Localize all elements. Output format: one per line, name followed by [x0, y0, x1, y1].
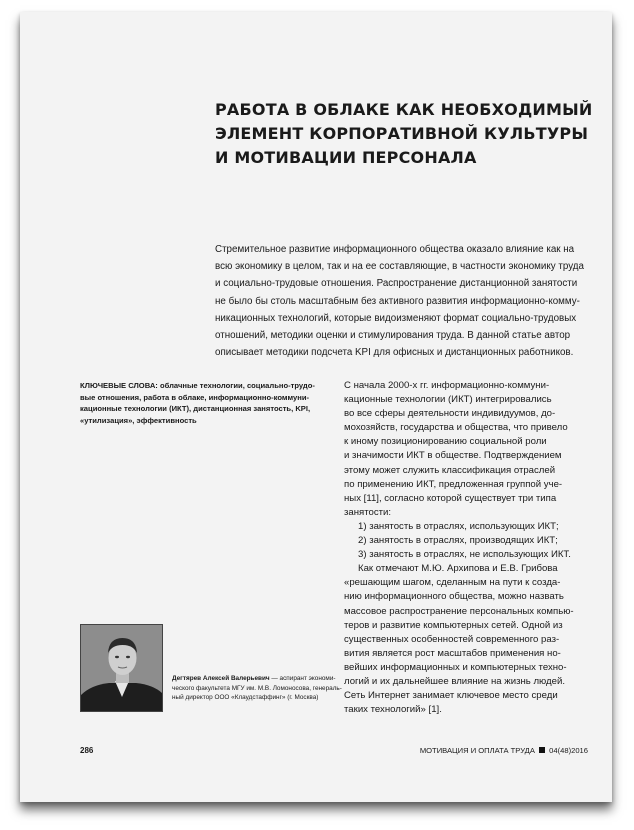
author-portrait-image: [81, 625, 163, 712]
body-line: и значимости ИКТ в обществе. Подтверждением: [344, 450, 562, 462]
article-body: [344, 379, 594, 717]
title-line: ЭЛЕМЕНТ КОРПОРАТИВНОЙ КУЛЬТУРЫ: [215, 124, 589, 143]
body-line: к иному позиционированию социальной роли: [344, 436, 547, 448]
body-line: во все сферы деятельности индивидуумов, до-: [344, 408, 556, 420]
title-line: И МОТИВАЦИИ ПЕРСОНАЛА: [215, 148, 477, 167]
author-photo: [80, 624, 163, 712]
body-line: этому может служить классификация отраслей: [344, 464, 556, 476]
author-info: [172, 674, 342, 703]
keywords-line: «утилизация», эффективность: [80, 415, 197, 425]
body-line: «решающим шагом, сделанным на пути к созда-: [344, 577, 561, 589]
lead-line: никационных технологий, которые видоизменяют формат социально-трудовых: [215, 312, 577, 324]
journal-footer: [420, 746, 588, 755]
lead-line: всю экономику в целом, так и на ее составляющие, в частности экономику труда: [215, 261, 584, 273]
article-lead: [215, 241, 587, 361]
lead-line: не было бы столь масштабным без активного развития информационно-комму-: [215, 295, 580, 307]
body-line: занятости:: [344, 506, 392, 518]
lead-line: отношений, методики оценки и стимулирования труда. В данной статье автор: [215, 330, 571, 342]
body-line: вития является рост масштабов применения но-: [344, 647, 561, 659]
square-separator-icon: [539, 747, 545, 753]
body-line: теров и развитие компьютерных сетей. Одной из: [344, 619, 563, 631]
lead-line: Стремительное развитие информационного общества оказало влияние как на: [215, 244, 575, 255]
journal-name: МОТИВАЦИЯ И ОПЛАТА ТРУДА: [419, 746, 535, 755]
keywords-line: вые отношения, работа в облаке, информационно-коммуни-: [80, 392, 310, 402]
body-line: Сеть Интернет занимает ключевое место среди: [344, 690, 558, 702]
keywords-line: [80, 380, 330, 392]
magazine-page: [20, 12, 612, 802]
lead-line: и социально-трудовые отношения. Распространение дистанционной занятости: [215, 278, 578, 290]
body-line: существенных особенностей современного раз-: [344, 633, 560, 645]
body-line: 3) занятость в отраслях, не использующих ИКТ.: [358, 549, 571, 561]
body-line: нию информационного общества, можно назвать: [344, 591, 564, 603]
body-line: ных [11], согласно которой существует три типа: [344, 492, 557, 504]
keywords-text: облачные технологии, социально-трудо-: [157, 381, 315, 390]
body-line: вейших информационных и компьютерных техно-: [344, 661, 567, 673]
body-line: логий и их дальнейшее влияние на жизнь людей.: [344, 675, 565, 687]
article-title: [215, 98, 593, 170]
body-line: таких технологий» [1].: [344, 704, 442, 716]
author-line: ный директор ООО «Клаудстаффинг» (г. Москва): [172, 694, 319, 702]
keywords-line: кационные технологии (ИКТ), дистанционная занятость, KPI,: [80, 404, 311, 414]
body-line: кационные технологии (ИКТ) интегрировались: [344, 394, 552, 406]
author-bio: — аспирант экономи-: [269, 675, 336, 682]
body-line: 1) занятость в отраслях, использующих ИКТ;: [358, 520, 559, 532]
page-number: 286: [80, 746, 94, 755]
body-line: массовое распространение персональных компью-: [344, 605, 574, 617]
journal-issue: 04(48)2016: [549, 746, 588, 755]
title-line: РАБОТА В ОБЛАКЕ КАК НЕОБХОДИМЫЙ: [215, 100, 593, 119]
keywords-label: КЛЮЧЕВЫЕ СЛОВА:: [80, 381, 158, 390]
lead-line: описывает методики подсчета KPI для офисных и дистанционных работников.: [215, 347, 574, 359]
body-line: Как отмечают М.Ю. Архипова и Е.В. Грибова: [358, 563, 558, 575]
body-line: мохозяйств, государства и общества, что привело: [344, 422, 568, 434]
body-line: 2) занятость в отраслях, производящих ИКТ;: [358, 535, 558, 547]
author-line: [172, 674, 336, 684]
author-line: ческого факультета МГУ им. М.В. Ломоносова, генераль-: [172, 684, 342, 692]
author-name: Дегтярев Алексей Валерьевич: [172, 675, 270, 682]
body-line: по применению ИКТ, предложенная группой уче-: [344, 478, 563, 490]
body-line: С начала 2000-х гг. информационно-коммуни-: [344, 380, 550, 391]
keywords-block: [80, 380, 330, 426]
